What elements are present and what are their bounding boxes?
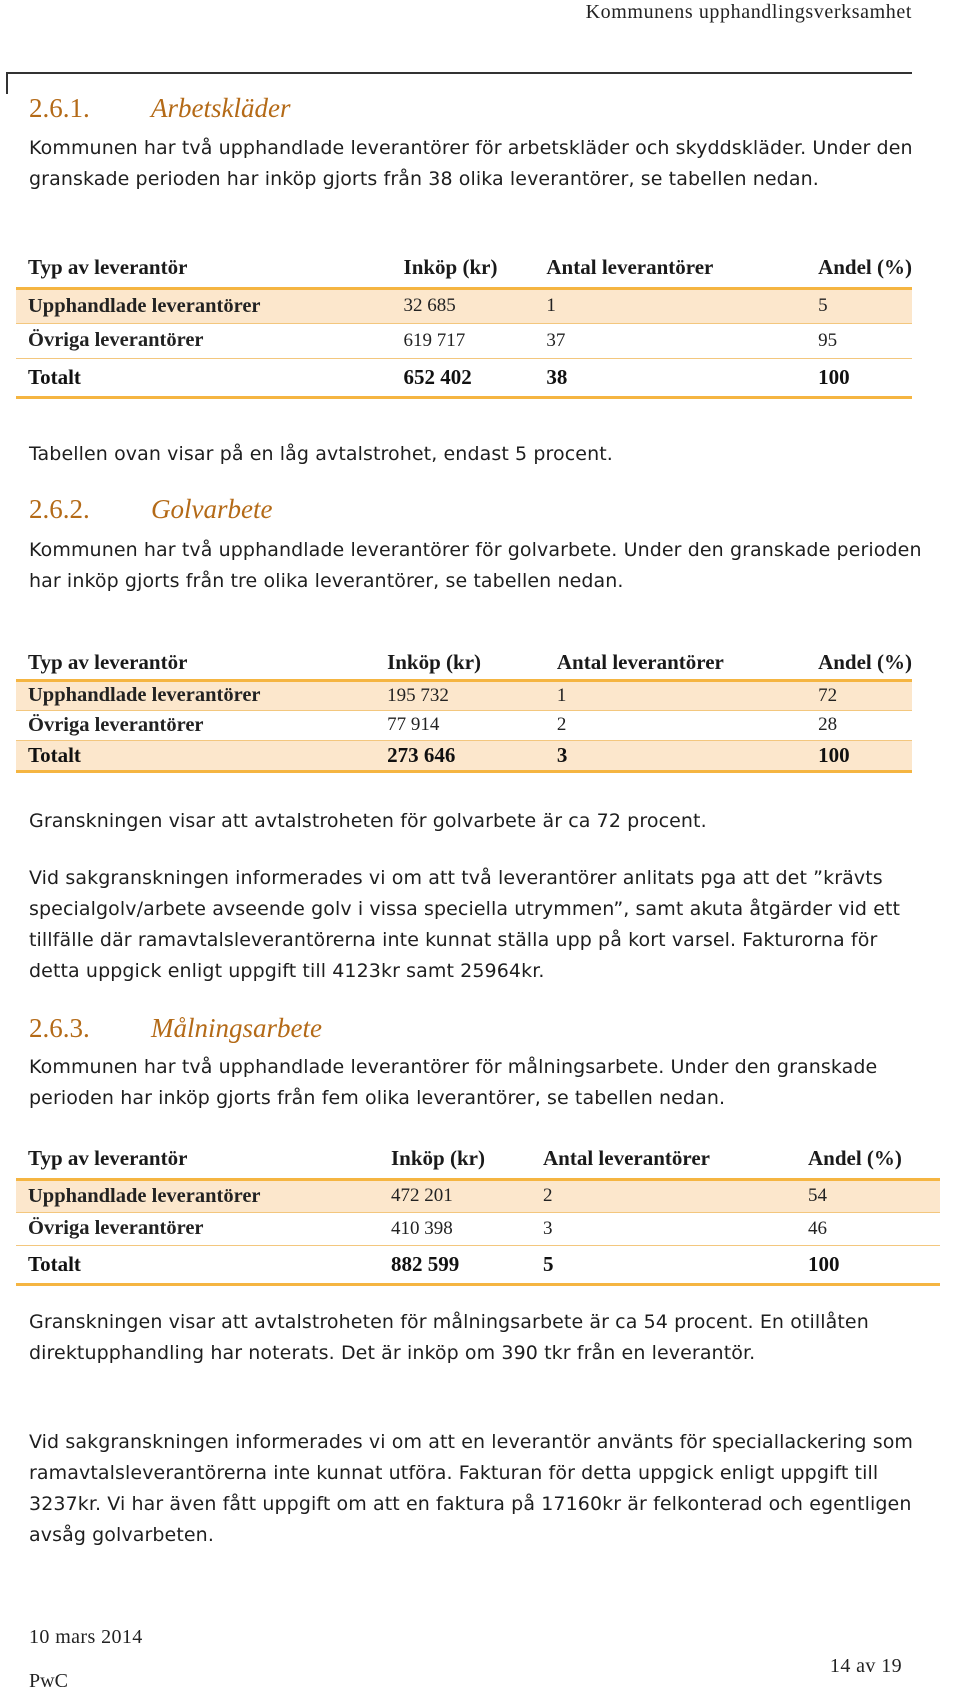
row-label: Upphandlade leverantörer [16, 1179, 379, 1212]
column-header: Antal leverantörer [543, 1145, 710, 1170]
total-inkop: 273 646 [375, 740, 545, 771]
section-number: 2.6.1. [29, 93, 90, 123]
cell-inkop: 472 201 [379, 1179, 531, 1212]
total-label: Totalt [16, 740, 375, 771]
supplier-table-arbetsklader [16, 248, 912, 399]
cell-antal: 1 [545, 680, 806, 710]
row-label: Övriga leverantörer [16, 1212, 379, 1245]
column-header: Typ av leverantör [28, 650, 188, 675]
section-title: Arbetskläder [151, 93, 291, 123]
table-row [16, 323, 912, 358]
column-header: Antal leverantörer [546, 254, 714, 279]
section-note: Granskningen visar att avtalstroheten för golvarbete är ca 72 procent. [29, 810, 707, 832]
table-row [16, 710, 912, 740]
cell-andel: 72 [806, 680, 912, 710]
column-header: Andel (%) [818, 254, 912, 279]
table-total-row [16, 740, 912, 771]
section-heading-golvarbete [29, 494, 272, 525]
table-row [16, 288, 912, 323]
row-label: Upphandlade leverantörer [16, 288, 392, 323]
section-number: 2.6.3. [29, 1013, 90, 1043]
row-label: Övriga leverantörer [16, 323, 392, 358]
table-total-row [16, 1245, 940, 1284]
cell-inkop: 195 732 [375, 680, 545, 710]
section-note: Vid sakgranskningen informerades vi om att en leverantör använts för speciallackering som ramavtalsleverantörerna inte kunnat utföra. Fakturan för detta uppgick enligt uppgift till 3237kr. Vi har även fått uppgift om att en faktura på 17160kr är felkonterad och egentligen avsåg golvarbeten. [29, 1431, 914, 1546]
footer-organization: PwC [29, 1670, 68, 1692]
cell-andel: 5 [806, 288, 912, 323]
column-header: Inköp (kr) [403, 254, 498, 279]
cell-andel: 54 [796, 1179, 940, 1212]
section-title: Målningsarbete [151, 1013, 322, 1043]
table-row [16, 1212, 940, 1245]
cell-antal: 3 [531, 1212, 796, 1245]
row-label: Övriga leverantörer [16, 710, 375, 740]
total-label: Totalt [16, 1245, 379, 1284]
row-label: Upphandlade leverantörer [16, 680, 375, 710]
cell-andel: 46 [796, 1212, 940, 1245]
section-note: Granskningen visar att avtalstroheten för målningsarbete är ca 54 procent. En otillåten direktupphandling har noterats. Det är inköp om 390 tkr från en leverantör. [29, 1311, 869, 1364]
cell-inkop: 77 914 [375, 710, 545, 740]
total-inkop: 882 599 [379, 1245, 531, 1284]
table-total-row [16, 358, 912, 397]
cell-antal: 2 [531, 1179, 796, 1212]
section-title: Golvarbete [151, 494, 273, 524]
cell-andel: 28 [806, 710, 912, 740]
header-rule [6, 72, 912, 74]
footer-date: 10 mars 2014 [29, 1626, 143, 1648]
running-header: Kommunens upphandlingsverksamhet [585, 1, 912, 23]
total-inkop: 652 402 [392, 358, 535, 397]
header-rule-corner [6, 72, 8, 94]
total-antal: 3 [545, 740, 806, 771]
total-andel: 100 [806, 740, 912, 771]
column-header: Antal leverantörer [556, 650, 724, 675]
supplier-table-golvarbete [16, 647, 912, 773]
column-header: Inköp (kr) [391, 1145, 485, 1170]
cell-antal: 37 [534, 323, 806, 358]
column-header: Inköp (kr) [387, 650, 482, 675]
total-antal: 5 [531, 1245, 796, 1284]
table-header-row [16, 647, 912, 680]
column-header: Andel (%) [808, 1145, 902, 1170]
table-row [16, 1179, 940, 1212]
section-heading-malningsarbete [29, 1013, 322, 1044]
total-andel: 100 [796, 1245, 940, 1284]
section-number: 2.6.2. [29, 494, 90, 524]
column-header: Typ av leverantör [28, 1145, 188, 1170]
column-header: Typ av leverantör [28, 254, 188, 279]
table-header-row [16, 1139, 940, 1179]
cell-andel: 95 [806, 323, 912, 358]
section-intro: Kommunen har två upphandlade leverantörer för golvarbete. Under den granskade perioden har inköp gjorts från tre olika leverantörer, se tabellen nedan. [29, 539, 922, 592]
section-note: Tabellen ovan visar på en låg avtalstrohet, endast 5 procent. [29, 443, 613, 465]
cell-inkop: 619 717 [392, 323, 535, 358]
total-label: Totalt [16, 358, 392, 397]
cell-antal: 1 [534, 288, 806, 323]
section-intro: Kommunen har två upphandlade leverantörer för arbetskläder och skyddskläder. Under den granskade perioden har inköp gjorts från 38 olika leverantörer, se tabellen nedan. [29, 137, 913, 190]
section-heading-arbetsklader [29, 93, 290, 124]
cell-inkop: 410 398 [379, 1212, 531, 1245]
column-header: Andel (%) [818, 650, 912, 675]
table-row [16, 680, 912, 710]
supplier-table-malningsarbete [16, 1139, 940, 1286]
cell-antal: 2 [545, 710, 806, 740]
section-note: Vid sakgranskningen informerades vi om att två leverantörer anlitats pga att det ”krävts specialgolv/arbete avseende golv i vissa speciella utrymmen”, samt akuta åtgärder vid ett tillfälle där ramavtalsleverantörerna inte kunnat ställa upp på kort varsel. Fakturorna för detta uppgick enligt uppgift till 4123kr samt 25964kr. [29, 867, 901, 982]
page-number: 14 av 19 [829, 1655, 902, 1677]
total-andel: 100 [806, 358, 912, 397]
total-antal: 38 [534, 358, 806, 397]
cell-inkop: 32 685 [392, 288, 535, 323]
table-header-row [16, 248, 912, 288]
section-intro: Kommunen har två upphandlade leverantörer för målningsarbete. Under den granskade perioden har inköp gjorts från fem olika leverantörer, se tabellen nedan. [29, 1056, 878, 1109]
